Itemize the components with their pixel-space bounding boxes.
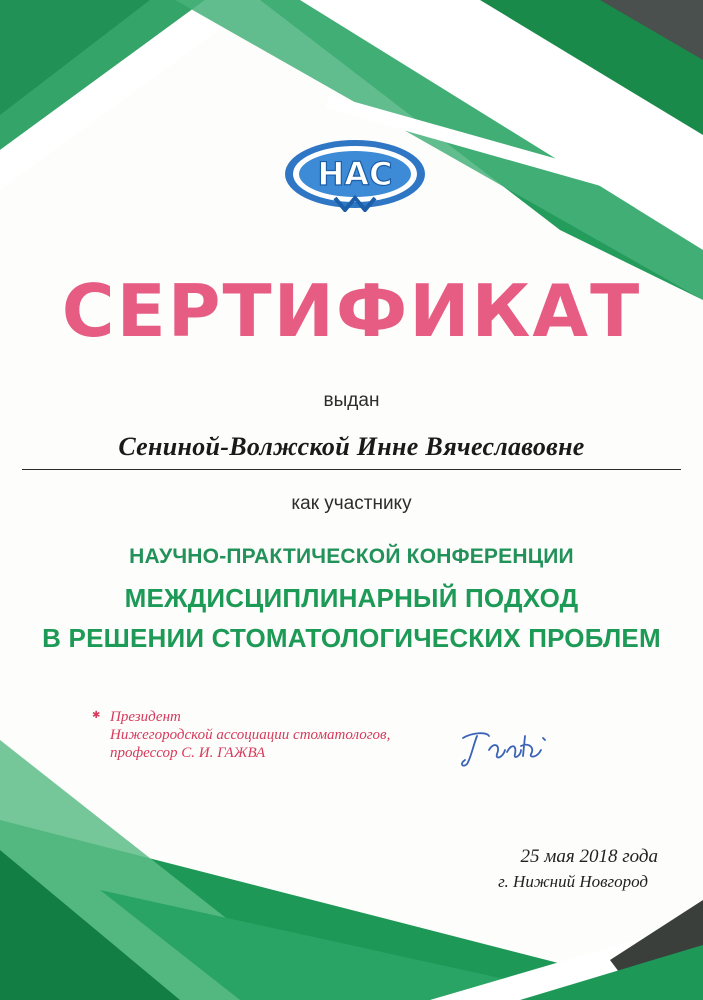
certificate-title: СЕРТИФИКАТ <box>61 269 642 353</box>
recipient-underline <box>22 469 681 470</box>
participant-label: как участнику <box>291 493 412 514</box>
president-name: профессор С. И. ГАЖВА <box>110 745 266 761</box>
conference-type: НАУЧНО-ПРАКТИЧЕСКОЙ КОНФЕРЕНЦИИ <box>129 545 574 568</box>
issue-date: 25 мая 2018 года <box>520 846 658 867</box>
logo-text: НАС <box>317 155 393 193</box>
conference-title-line2: В РЕШЕНИИ СТОМАТОЛОГИЧЕСКИХ ПРОБЛЕМ <box>42 623 661 653</box>
association-logo-icon <box>279 136 431 212</box>
signature-icon <box>455 724 555 772</box>
president-title: Президент <box>110 709 181 725</box>
bullet-star-icon: ✱ <box>92 710 101 721</box>
recipient-name: Сениной-Волжской Инне Вячеславовне <box>118 432 585 461</box>
issue-city: г. Нижний Новгород <box>498 872 648 891</box>
issued-label: выдан <box>323 390 380 411</box>
president-block <box>110 708 390 762</box>
president-organization: Нижегородской ассоциации стоматологов, <box>110 727 391 743</box>
conference-title-line1: МЕЖДИСЦИПЛИНАРНЫЙ ПОДХОД <box>124 583 579 613</box>
